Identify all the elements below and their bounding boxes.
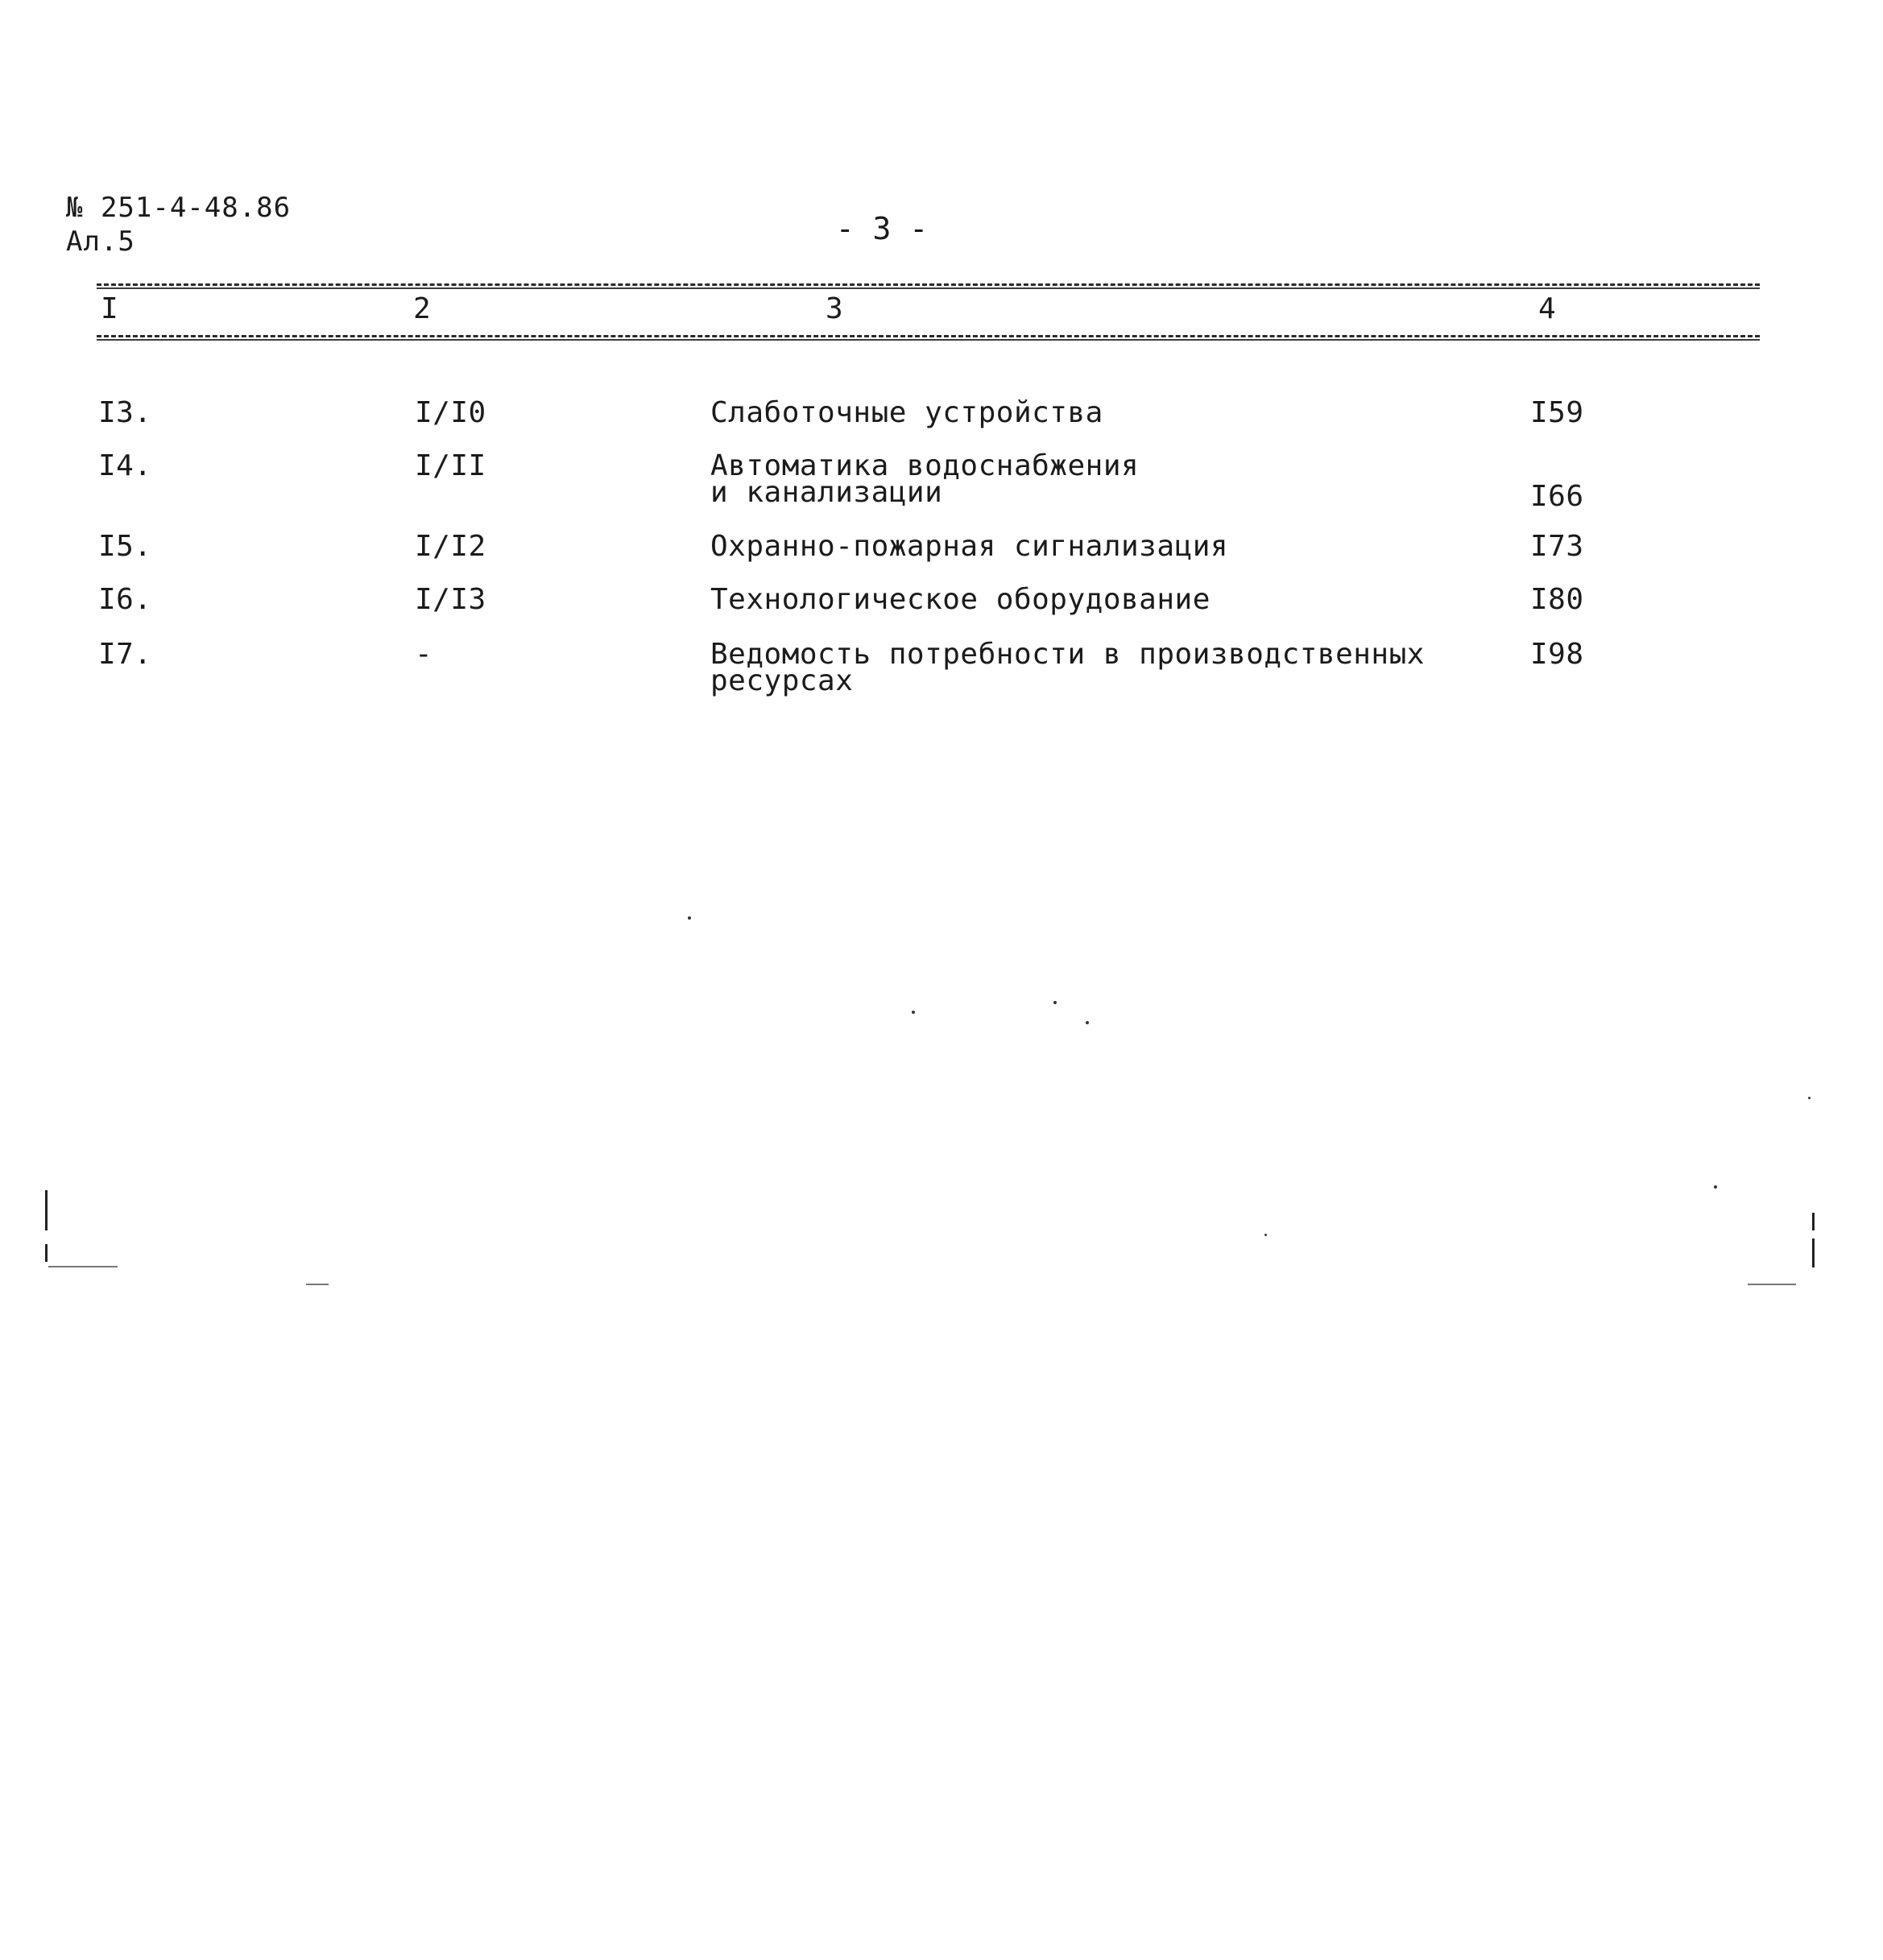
scan-speck [1053, 1001, 1057, 1004]
sheet-label: Ал.5 [66, 225, 135, 258]
scan-edge-mark [1812, 1238, 1815, 1267]
scan-edge-mark [1748, 1284, 1796, 1285]
scan-speck [688, 916, 691, 920]
row-reference: I/II [415, 449, 486, 482]
row-title-line-1: Автоматика водоснабжения [710, 449, 1140, 482]
row-page: I66 [1530, 480, 1584, 513]
row-number: I3. [98, 396, 152, 429]
column-header-4: 4 [1538, 292, 1556, 325]
scan-edge-mark [45, 1190, 48, 1230]
row-title: Слаботочные устройства [710, 396, 1103, 429]
scan-speck [1808, 1097, 1811, 1099]
scan-speck [912, 1011, 915, 1014]
row-title-line-2: ресурсах [710, 664, 854, 697]
row-page: I73 [1530, 530, 1584, 563]
scan-edge-mark [1812, 1213, 1815, 1230]
page-number: - 3 - [835, 211, 929, 246]
row-title-line-2: и канализации [710, 476, 943, 509]
table-top-rule [97, 283, 1760, 286]
column-header-3: 3 [826, 292, 843, 325]
scan-edge-mark [45, 1244, 48, 1262]
scan-edge-mark [306, 1284, 329, 1285]
table-header-rule-inner [97, 339, 1760, 341]
row-reference: I/I0 [415, 396, 486, 429]
row-page: I59 [1530, 396, 1584, 429]
row-reference: I/I3 [415, 583, 486, 616]
scan-speck [1264, 1234, 1267, 1236]
row-number: I5. [98, 530, 152, 563]
table-top-rule-inner [97, 287, 1760, 289]
row-title: Технологическое оборудование [710, 583, 1210, 616]
row-page: I98 [1530, 638, 1584, 671]
row-number: I4. [98, 449, 152, 482]
document-code: № 251-4-48.86 [66, 192, 292, 224]
scan-speck [1714, 1185, 1717, 1189]
scan-speck [1086, 1021, 1089, 1024]
table-header-rule [97, 335, 1760, 337]
column-header-1: I [101, 292, 118, 325]
row-page: I80 [1530, 583, 1584, 616]
row-reference: - [415, 638, 433, 671]
row-reference: I/I2 [415, 530, 486, 563]
row-number: I6. [98, 583, 152, 616]
scan-edge-mark [48, 1266, 118, 1267]
column-header-2: 2 [413, 292, 431, 325]
row-title-line-1: Ведомость потребности в производственных [710, 638, 1425, 671]
row-number: I7. [98, 638, 152, 671]
row-title: Охранно-пожарная сигнализация [710, 530, 1229, 563]
